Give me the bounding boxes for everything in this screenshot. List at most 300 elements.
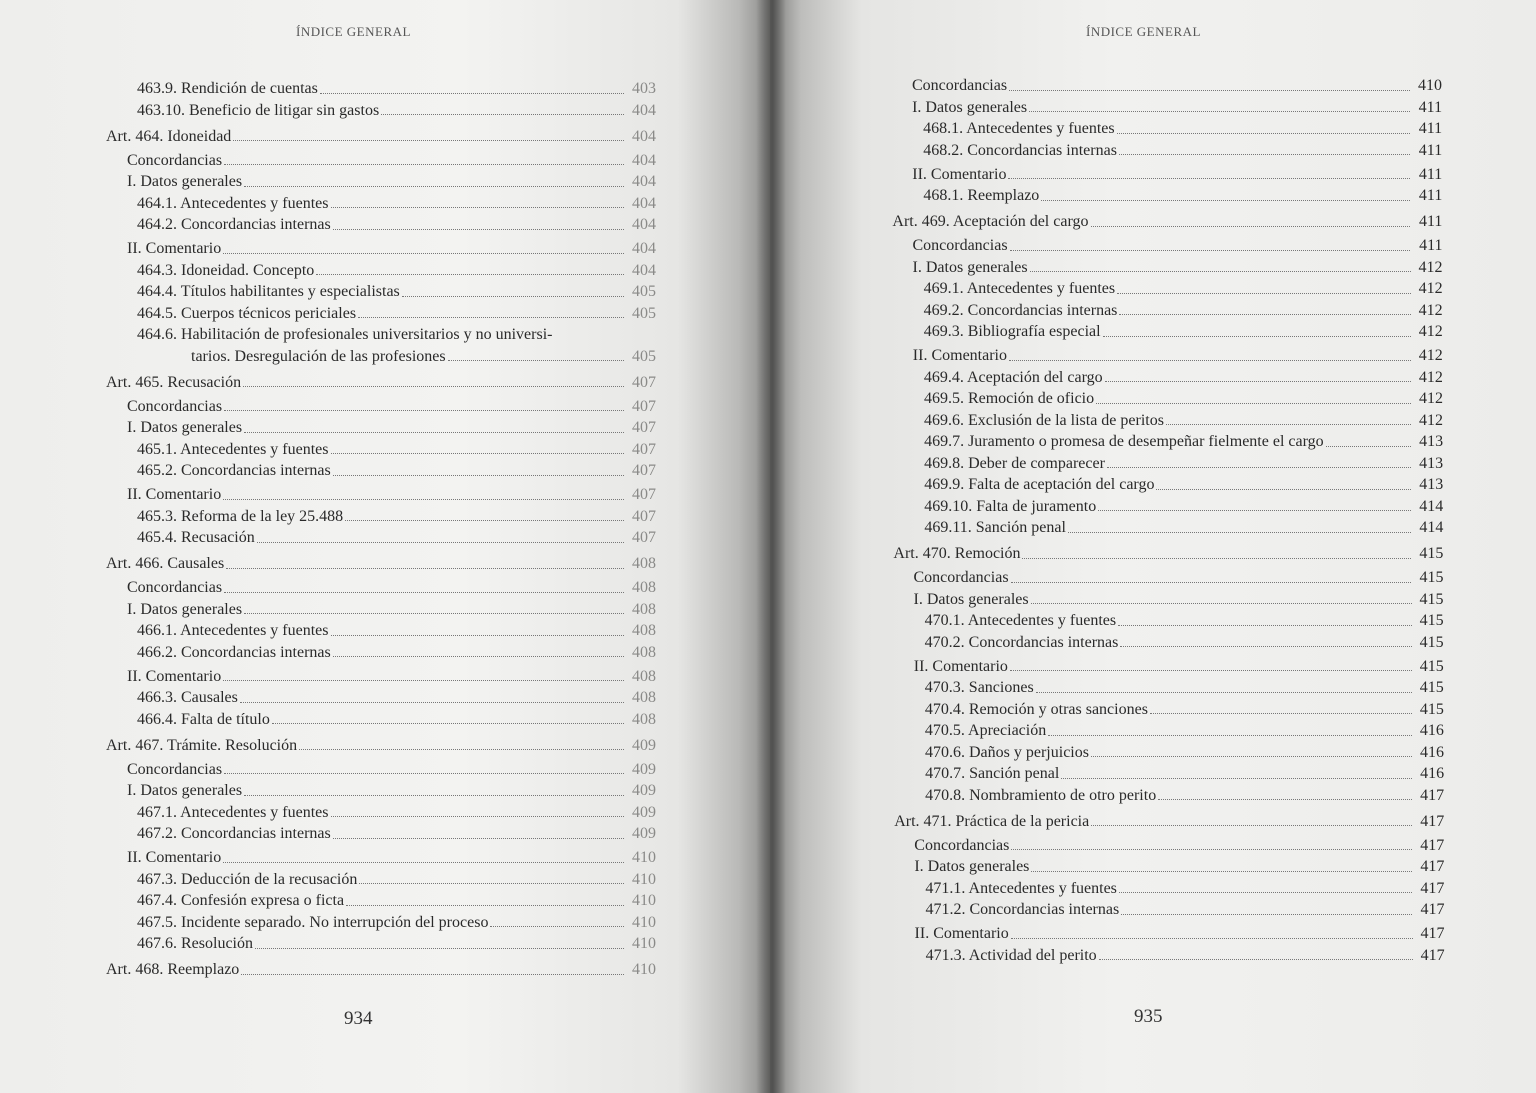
dot-leader [1011, 582, 1412, 583]
toc-entry-title: 464.1. Antecedentes y fuentes [137, 194, 329, 212]
toc-entry-page: 407 [632, 373, 656, 391]
toc-entry-title: 469.11. Sanción penal [924, 519, 1066, 536]
dot-leader [1091, 226, 1411, 227]
dot-leader [224, 410, 624, 411]
toc-entry [924, 411, 1443, 431]
toc-entry-page: 417 [1420, 925, 1445, 942]
toc-entry [924, 389, 1443, 409]
dot-leader [1091, 825, 1412, 826]
toc-entry-page: 415 [1419, 679, 1444, 696]
toc-entry-title: 466.2. Concordancias internas [137, 643, 331, 661]
toc-entry-page: 403 [632, 80, 656, 97]
dot-leader [345, 520, 624, 521]
toc-entry-page: 414 [1419, 519, 1444, 536]
dot-leader [224, 592, 624, 593]
toc-entry-title: 466.4. Falta de título [137, 710, 270, 728]
toc-entry-title: 468.2. Concordancias internas [923, 141, 1117, 159]
toc-entry-title: 470.3. Sanciones [924, 679, 1034, 696]
toc-entry-title: 464.2. Concordancias internas [137, 216, 331, 233]
toc-entry [924, 454, 1443, 474]
toc-entry-page: 415 [1419, 545, 1444, 562]
dot-leader [243, 386, 624, 387]
toc-entry-title: Art. 468. Reemplazo [106, 961, 240, 978]
toc-entry [924, 322, 1443, 342]
toc-entry-title: I. Datos generales [127, 419, 243, 436]
toc-entry [137, 643, 656, 663]
dot-leader [1008, 178, 1410, 179]
toc-entry-title: 464.5. Cuerpos técnicos periciales [137, 304, 357, 322]
toc-entry [137, 282, 656, 302]
toc-article-entry [106, 736, 656, 756]
toc-entry [137, 304, 656, 324]
toc-entry-page: 417 [1420, 946, 1445, 964]
toc-entry-title: Art. 465. Recusación [106, 373, 242, 391]
toc-entry-page: 414 [1419, 497, 1444, 515]
dot-leader [1326, 446, 1411, 447]
dot-leader [223, 680, 624, 681]
toc-entry-title: I. Datos generales [127, 173, 243, 190]
toc-entry-page: 417 [1420, 901, 1445, 918]
toc-entry-title: I. Datos generales [914, 858, 1030, 875]
toc-entry [137, 194, 656, 214]
dot-leader [1156, 489, 1411, 490]
toc-entry [137, 824, 656, 844]
toc-entry-title: 464.3. Idoneidad. Concepto [137, 261, 315, 279]
toc-entry-page: 404 [632, 173, 656, 190]
dot-leader [244, 432, 624, 433]
toc-entry [137, 934, 656, 954]
toc-entry-title: 469.10. Falta de juramento [924, 497, 1097, 515]
toc-entry-page: 416 [1419, 743, 1444, 761]
toc-entry [925, 786, 1444, 806]
toc-entry-title: 469.3. Bibliografía especial [923, 323, 1101, 340]
toc-entry-page: 410 [632, 892, 656, 909]
toc-entry-page: 407 [632, 462, 656, 479]
toc-entry [925, 611, 1444, 631]
dot-leader [244, 613, 624, 614]
toc-entry-page: 415 [1419, 700, 1444, 718]
toc-entry-title: I. Datos generales [912, 258, 1028, 276]
dot-leader [346, 905, 624, 906]
dot-leader [257, 542, 624, 543]
toc-entry-title: 464.4. Títulos habilitantes y especialistas [137, 283, 400, 300]
toc-entry-title: 467.6. Resolución [137, 935, 253, 952]
toc-entry [915, 924, 1445, 944]
toc-entry-title: Art. 467. Trámite. Resolución [106, 736, 298, 754]
toc-entry-title: 465.1. Antecedentes y fuentes [137, 440, 329, 458]
toc-entry-title: 470.5. Apreciación [924, 722, 1047, 739]
toc-entry-title: II. Comentario [912, 165, 1007, 183]
toc-entry-title: II. Comentario [127, 849, 222, 866]
dot-leader [333, 475, 624, 476]
toc-entry-page: 407 [632, 419, 656, 436]
toc-entry-page: 405 [632, 304, 656, 322]
toc-entry-page: 415 [1419, 657, 1444, 675]
toc-entry-page: 405 [632, 283, 656, 300]
toc-entry [127, 600, 656, 620]
dot-leader [233, 140, 624, 141]
toc-entry-page: 408 [632, 622, 656, 639]
toc-entry-page: 411 [1418, 141, 1443, 159]
toc-entry-page: 408 [632, 600, 656, 618]
toc-entry [925, 633, 1444, 653]
dot-leader [1031, 871, 1412, 872]
toc-entry-page: 404 [632, 127, 656, 145]
dot-leader [226, 568, 624, 569]
toc-entry [137, 461, 656, 481]
toc-entry-title: 469.4. Aceptación del cargo [923, 368, 1103, 386]
toc-entry [913, 258, 1443, 278]
toc-entry [924, 368, 1443, 388]
toc-article-entry [106, 127, 656, 147]
toc-entry [924, 475, 1443, 495]
toc-entry-title: 470.2. Concordancias internas [924, 633, 1119, 651]
dot-leader [241, 974, 624, 975]
dot-leader [1118, 625, 1412, 626]
toc-entry-page: 417 [1420, 786, 1445, 804]
toc-entry-page: 407 [632, 486, 656, 503]
toc-entry-page: 413 [1419, 433, 1444, 450]
toc-entry [925, 700, 1444, 720]
dot-leader [1030, 271, 1411, 272]
toc-entry [924, 432, 1443, 452]
toc-entry-title: 465.4. Recusación [137, 529, 255, 546]
toc-entry-page: 416 [1419, 722, 1444, 739]
dot-leader [1036, 692, 1412, 693]
toc-entry [137, 261, 656, 281]
right-running-header: ÍNDICE GENERAL [1086, 24, 1201, 39]
dot-leader [402, 296, 624, 297]
toc-entry [914, 590, 1444, 610]
toc-entry-title: Art. 470. Remoción [893, 545, 1021, 562]
toc-entry-title: I. Datos generales [127, 600, 243, 618]
dot-leader [1099, 959, 1413, 960]
toc-entry [137, 215, 656, 235]
toc-entry [137, 913, 656, 933]
dot-leader [299, 749, 624, 750]
toc-entry-title: 469.6. Exclusión de la lista de peritos [924, 411, 1164, 429]
toc-entry-title: Concordancias [127, 760, 223, 778]
toc-entry-title: 468.1. Reemplazo [923, 187, 1040, 204]
toc-entry-page: 415 [1419, 590, 1444, 608]
toc-entry-page: 407 [632, 440, 656, 458]
toc-entry [925, 721, 1444, 741]
toc-entry-title: 469.8. Deber de comparecer [924, 454, 1105, 472]
toc-entry-title: I. Datos generales [913, 590, 1029, 608]
toc-entry-page: 411 [1418, 98, 1443, 116]
toc-entry-title: Art. 471. Práctica de la pericia [894, 812, 1090, 830]
toc-entry-page: 415 [1419, 633, 1444, 651]
dot-leader [1166, 424, 1411, 425]
toc-entry-page: 411 [1418, 187, 1443, 204]
dot-leader [1041, 200, 1410, 201]
toc-entry-page: 410 [632, 849, 656, 866]
toc-entry-page: 417 [1420, 858, 1445, 875]
dot-leader [490, 926, 624, 927]
toc-entry [127, 172, 656, 192]
toc-entry-title: 467.4. Confesión expresa o ficta [137, 892, 345, 909]
toc-entry-page: 409 [632, 803, 656, 821]
dot-leader [1096, 403, 1411, 404]
dot-leader [223, 862, 624, 863]
toc-entry-title: tarios. Desregulación de las profesiones [191, 347, 446, 365]
dot-leader [320, 93, 624, 94]
toc-entry-page: 411 [1419, 213, 1443, 230]
toc-entry-title: II. Comentario [914, 925, 1009, 942]
toc-entry [127, 151, 656, 171]
toc-entry-page: 404 [632, 240, 656, 257]
toc-entry-page: 408 [632, 579, 656, 596]
toc-entry-page: 411 [1419, 237, 1443, 254]
dot-leader [272, 723, 624, 724]
toc-article-entry [892, 212, 1442, 232]
dot-leader [358, 317, 624, 318]
toc-entry-page: 409 [632, 782, 656, 799]
toc-entry-page: 404 [632, 261, 656, 279]
dot-leader [1029, 111, 1410, 112]
dot-leader [1098, 510, 1411, 511]
dot-leader [1011, 938, 1413, 939]
toc-entry-page: 412 [1418, 258, 1443, 276]
toc-entry-page: 408 [632, 689, 656, 706]
toc-entry-page: 415 [1419, 569, 1444, 586]
toc-article-entry [106, 960, 656, 980]
book-gutter [756, 0, 786, 1093]
dot-leader [1009, 360, 1411, 361]
toc-entry [924, 301, 1443, 321]
left-page-number: 934 [344, 1008, 373, 1029]
dot-leader [381, 114, 624, 115]
toc-entry-title: I. Datos generales [912, 98, 1028, 116]
toc-entry-page: 404 [632, 216, 656, 233]
dot-leader [1107, 467, 1411, 468]
toc-entry-title: 467.2. Concordancias internas [137, 825, 331, 842]
toc-entry-title: 466.3. Causales [137, 689, 238, 706]
toc-entry [924, 497, 1443, 517]
toc-entry-page: 412 [1418, 323, 1443, 340]
toc-entry-page: 417 [1420, 836, 1445, 854]
toc-article-entry [894, 812, 1444, 832]
dot-leader [1010, 250, 1411, 251]
dot-leader [1121, 914, 1412, 915]
toc-entry [127, 418, 656, 438]
dot-leader [1010, 670, 1412, 671]
dot-leader [448, 360, 624, 361]
dot-leader [1117, 293, 1411, 294]
toc-entry [913, 568, 1443, 588]
dot-leader [240, 702, 624, 703]
toc-entry-page: 412 [1418, 280, 1443, 297]
toc-entry [127, 760, 656, 780]
toc-entry [127, 397, 656, 417]
toc-entry [924, 518, 1443, 538]
toc-entry-page: 412 [1418, 347, 1443, 364]
toc-entry [913, 346, 1443, 366]
toc-entry-page: 409 [632, 825, 656, 842]
toc-entry-title: 465.2. Concordancias internas [137, 462, 331, 479]
toc-entry [925, 743, 1444, 763]
toc-entry [914, 836, 1444, 856]
toc-entry-page: 417 [1420, 879, 1445, 897]
dot-leader [244, 795, 624, 796]
dot-leader [1048, 735, 1412, 736]
toc-entry-title: 471.1. Antecedentes y fuentes [925, 879, 1117, 897]
toc-entry [127, 239, 656, 259]
toc-entry [137, 325, 656, 345]
toc-article-entry [106, 373, 656, 393]
toc-entry-page: 416 [1420, 765, 1445, 782]
toc-entry [127, 848, 656, 868]
toc-entry-page: 410 [1418, 77, 1442, 94]
toc-entry-title: 471.3. Actividad del perito [925, 946, 1097, 964]
toc-entry [925, 879, 1444, 899]
toc-entry-page: 413 [1419, 476, 1444, 493]
dot-leader [1120, 646, 1411, 647]
dot-leader [1009, 90, 1410, 91]
toc-entry-title: II. Comentario [913, 657, 1008, 675]
dot-leader [1105, 381, 1411, 382]
dot-leader [223, 499, 624, 500]
toc-entry-page: 408 [632, 667, 656, 685]
dot-leader [333, 229, 624, 230]
toc-entry-title: 463.9. Rendición de cuentas [137, 80, 318, 97]
toc-entry-title: 470.1. Antecedentes y fuentes [924, 612, 1117, 629]
toc-entry-title: Concordancias [912, 77, 1008, 94]
toc-entry [923, 141, 1442, 161]
dot-leader [331, 635, 625, 636]
right-page-number: 935 [1134, 1006, 1163, 1027]
toc-entry-title: 470.7. Sanción penal [925, 765, 1060, 782]
toc-entry-title: 467.5. Incidente separado. No interrupción del proceso [137, 913, 489, 931]
toc-entry [127, 485, 656, 505]
toc-entry-title: 465.3. Reforma de la ley 25.488 [137, 507, 344, 525]
toc-entry [924, 279, 1443, 299]
toc-entry [137, 507, 656, 527]
toc-entry-page: 410 [632, 961, 656, 978]
toc-entry [137, 79, 656, 99]
toc-entry [912, 76, 1442, 96]
toc-entry-title: 463.10. Beneficio de litigar sin gastos [137, 101, 380, 119]
toc-entry-title: Concordancias [914, 836, 1010, 854]
toc-entry [914, 657, 1444, 677]
toc-entry [925, 678, 1444, 698]
toc-entry-page: 412 [1418, 390, 1443, 407]
toc-entry [137, 803, 656, 823]
toc-entry-page: 410 [632, 913, 656, 931]
toc-entry [912, 165, 1442, 185]
toc-entry-page: 411 [1418, 120, 1443, 137]
toc-entry [925, 764, 1444, 784]
dot-leader [1022, 558, 1411, 559]
toc-entry-page: 407 [632, 507, 656, 525]
toc-entry-page: 408 [632, 710, 656, 728]
toc-entry-page: 413 [1419, 454, 1444, 472]
dot-leader [331, 816, 625, 817]
toc-entry [925, 900, 1444, 920]
toc-entry [137, 101, 656, 121]
toc-entry-title: 467.3. Deducción de la recusación [137, 870, 358, 888]
dot-leader [223, 253, 624, 254]
toc-entry [137, 710, 656, 730]
toc-entry-page: 407 [632, 529, 656, 546]
toc-entry [923, 186, 1442, 206]
toc-entry-title: 469.2. Concordancias internas [923, 301, 1118, 319]
toc-entry-title: I. Datos generales [127, 782, 243, 799]
dot-leader [316, 274, 624, 275]
dot-leader [1068, 532, 1411, 533]
dot-leader [224, 773, 624, 774]
dot-leader [224, 164, 624, 165]
toc-entry [912, 98, 1442, 118]
toc-entry-title: 467.1. Antecedentes y fuentes [137, 803, 329, 821]
toc-entry [137, 528, 656, 548]
toc-entry-title: Art. 464. Idoneidad [106, 127, 232, 145]
toc-entry-page: 409 [632, 760, 656, 778]
toc-entry [137, 440, 656, 460]
toc-entry [137, 870, 656, 890]
toc-entry-page: 412 [1418, 301, 1443, 319]
toc-entry-title: II. Comentario [127, 667, 222, 685]
left-running-header: ÍNDICE GENERAL [296, 24, 411, 39]
toc-article-entry [893, 544, 1443, 564]
toc-entry-page: 404 [632, 194, 656, 212]
dot-leader [1150, 713, 1412, 714]
dot-leader [331, 207, 625, 208]
toc-entry-title: Concordancias [913, 569, 1009, 586]
toc-entry [127, 781, 656, 801]
toc-entry-title: 469.9. Falta de aceptación del cargo [924, 476, 1155, 493]
dot-leader [1119, 314, 1410, 315]
toc-entry-title: Concordancias [127, 151, 223, 169]
dot-leader [1011, 849, 1412, 850]
toc-entry-title: 469.5. Remoción de oficio [923, 390, 1095, 407]
toc-entry-page: 408 [632, 643, 656, 661]
dot-leader [1103, 336, 1411, 337]
toc-entry [137, 688, 656, 708]
toc-entry-title: Concordancias [127, 579, 223, 596]
toc-entry-page: 417 [1420, 812, 1445, 830]
toc-entry-page: 412 [1418, 368, 1443, 386]
toc-entry-page: 404 [632, 101, 656, 119]
dot-leader [1031, 603, 1412, 604]
toc-entry [137, 621, 656, 641]
dot-leader [1119, 892, 1413, 893]
toc-entry [127, 667, 656, 687]
toc-entry-page: 410 [632, 935, 656, 952]
dot-leader [1091, 756, 1412, 757]
dot-leader [333, 838, 624, 839]
toc-entry-title: 470.6. Daños y perjuicios [924, 743, 1089, 761]
dot-leader [1119, 154, 1410, 155]
toc-entry [912, 236, 1442, 256]
toc-entry-title: 469.7. Juramento o promesa de desempeñar fielmente el cargo [924, 433, 1324, 450]
toc-entry-title: II. Comentario [127, 240, 222, 257]
toc-entry [127, 578, 656, 598]
toc-entry-page: 405 [632, 347, 656, 365]
toc-entry-page: 409 [632, 736, 656, 754]
toc-article-entry [106, 554, 656, 574]
toc-entry-page: 410 [632, 870, 656, 888]
toc-entry [914, 857, 1444, 877]
dot-leader [1117, 133, 1411, 134]
dot-leader [255, 948, 624, 949]
toc-entry-page: 412 [1419, 411, 1443, 429]
toc-entry [923, 119, 1442, 139]
toc-entry-title: 470.8. Nombramiento de otro perito [925, 786, 1157, 804]
toc-entry-title: 471.2. Concordancias internas [925, 901, 1120, 918]
toc-entry-title: Concordancias [912, 237, 1008, 254]
toc-entry-page: 415 [1419, 612, 1444, 629]
